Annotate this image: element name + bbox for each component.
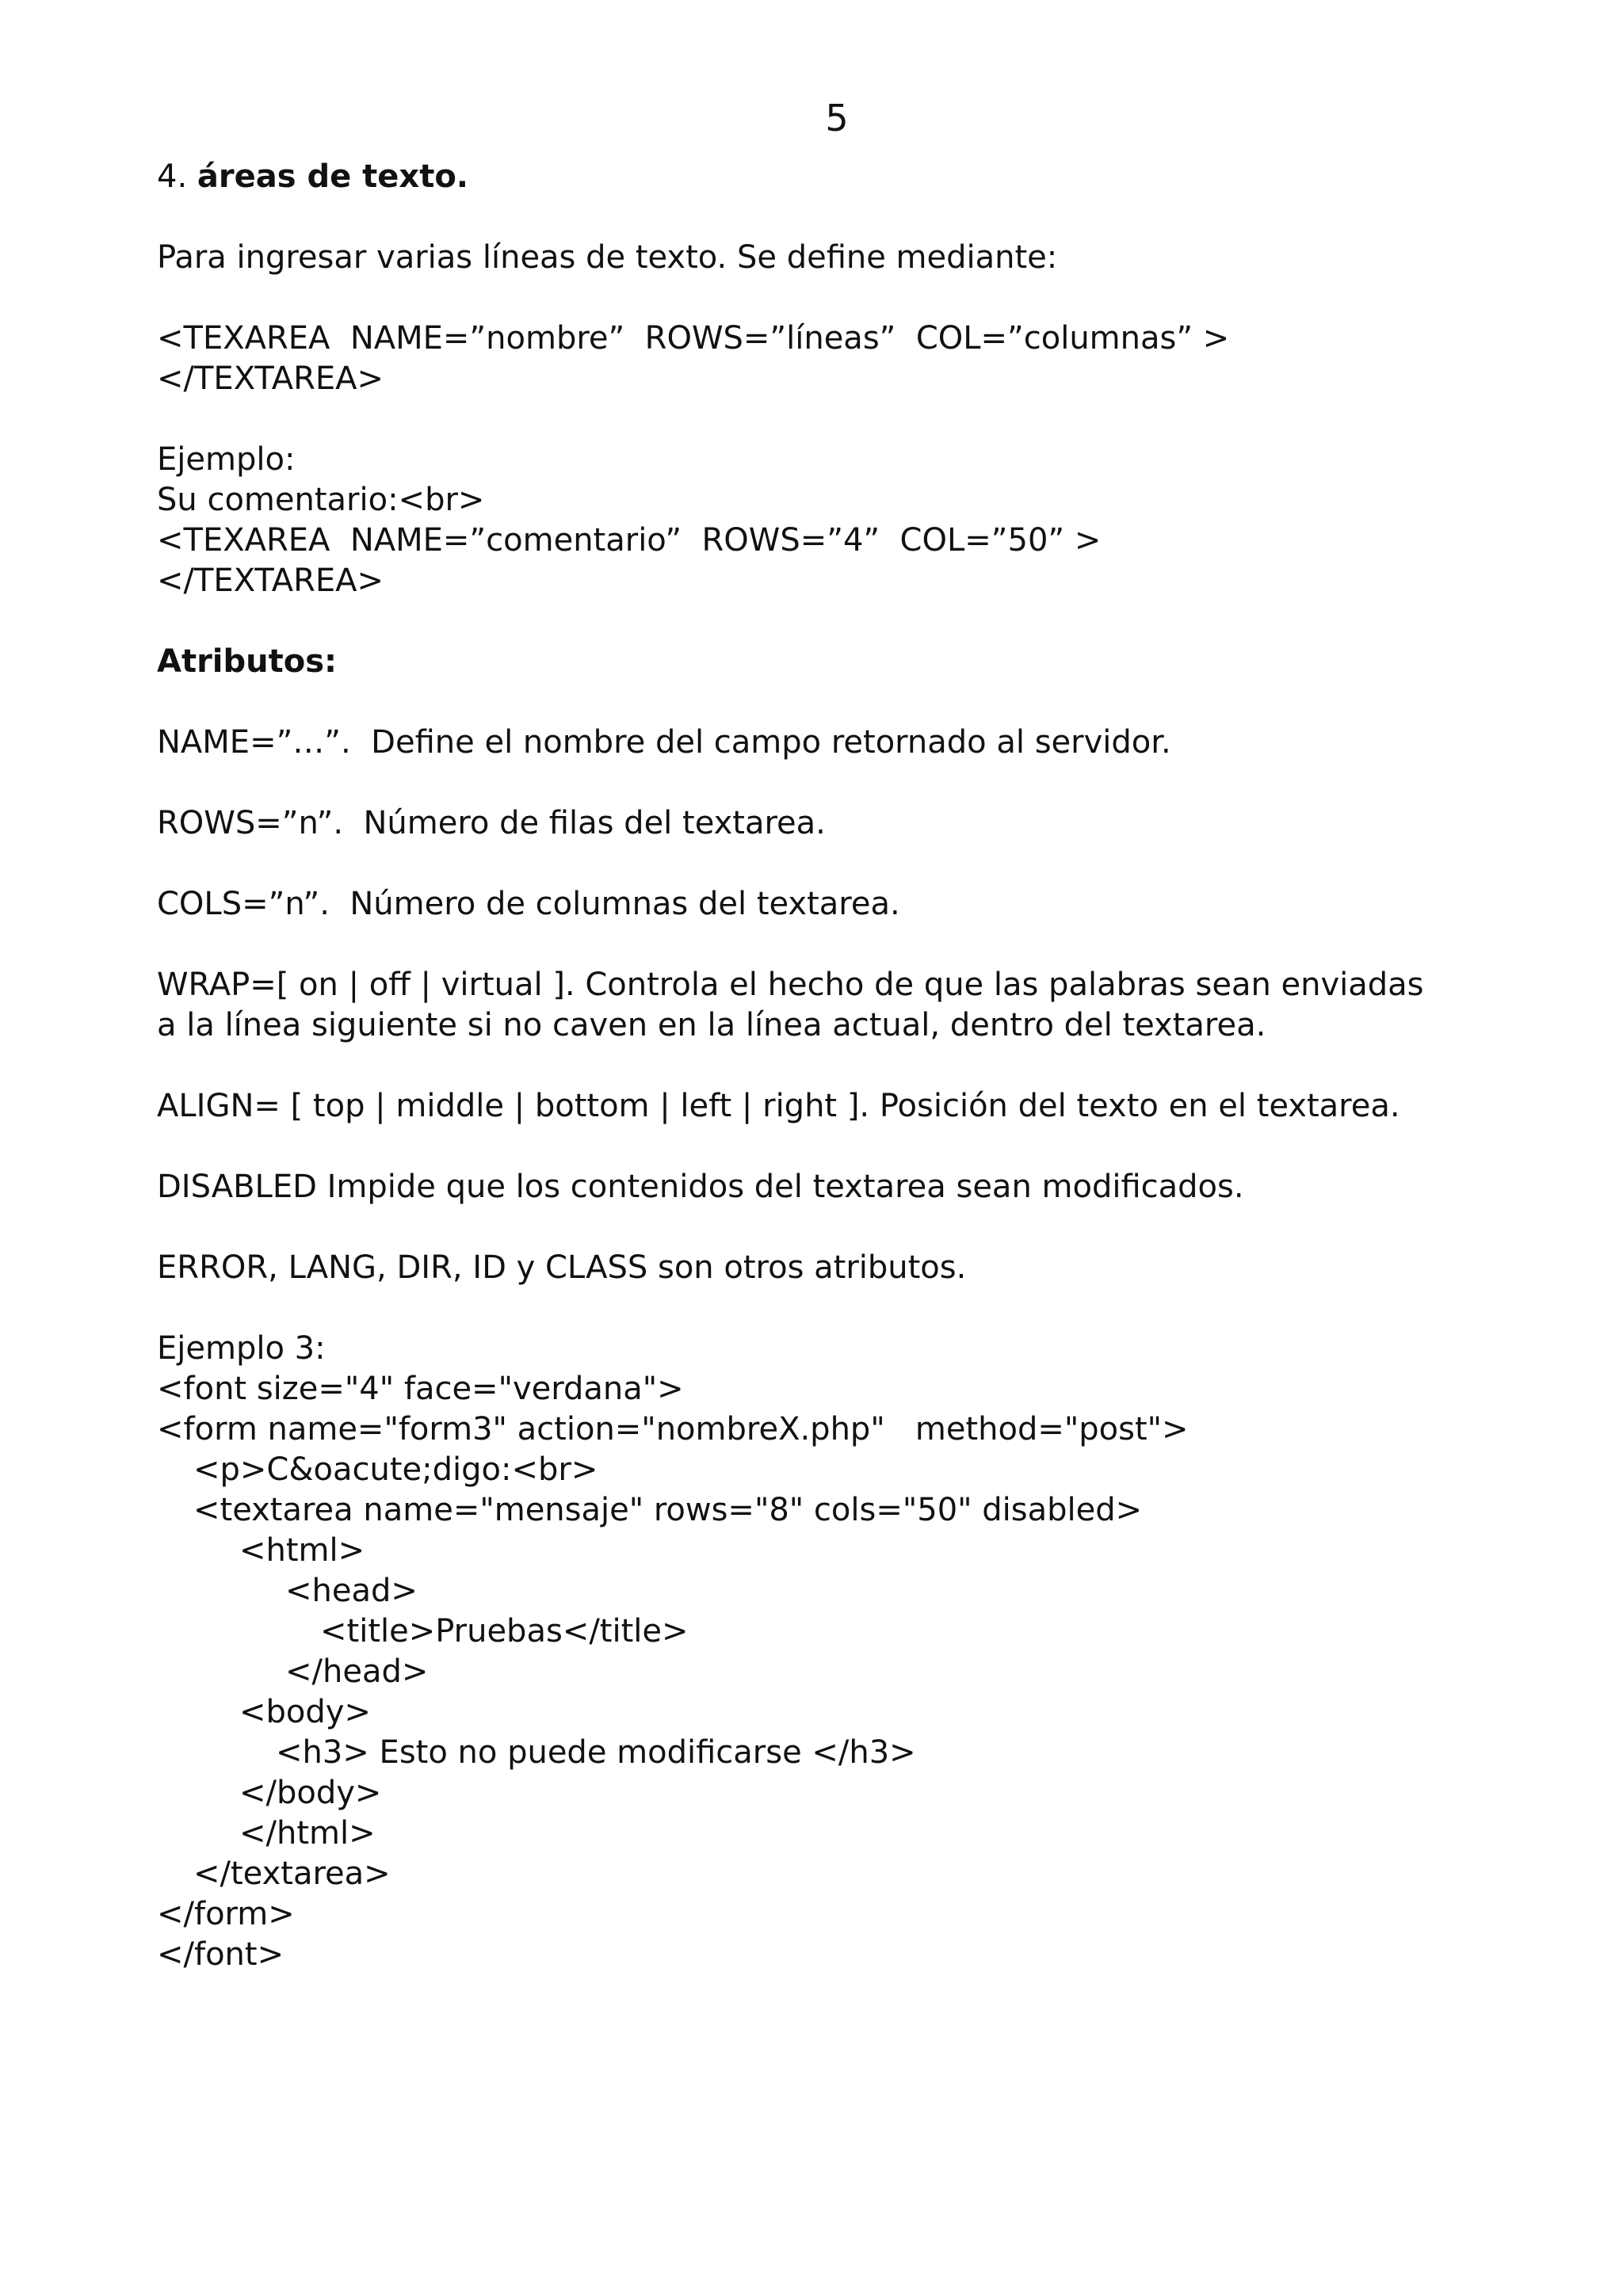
example3-label: Ejemplo 3: xyxy=(157,1330,326,1367)
code-line: </body> xyxy=(239,1775,382,1811)
attribute-cols: COLS=”n”. Número de columnas del textarea. xyxy=(157,886,900,922)
code-line: <p>C&oacute;digo:<br> xyxy=(193,1451,598,1488)
example-line: Su comentario:<br> xyxy=(157,482,485,518)
attribute-name: NAME=”…”. Define el nombre del campo retornado al servidor. xyxy=(157,724,1171,761)
attribute-align: ALIGN= [ top | middle | bottom | left | right ]. Posición del texto en el textarea. xyxy=(157,1088,1400,1124)
page-number: 5 xyxy=(825,97,849,139)
example-label: Ejemplo: xyxy=(157,441,296,478)
code-line: <font size="4" face="verdana"> xyxy=(157,1371,684,1407)
section-number: 4. xyxy=(157,158,188,195)
code-line: <head> xyxy=(285,1573,418,1609)
syntax-line: <TEXAREA NAME=”nombre” ROWS=”líneas” COL=”columnas” > xyxy=(157,320,1230,357)
code-line: <body> xyxy=(239,1694,371,1730)
code-line: </font> xyxy=(157,1936,285,1973)
code-line: </form> xyxy=(157,1896,295,1932)
attribute-other: ERROR, LANG, DIR, ID y CLASS son otros atributos. xyxy=(157,1249,967,1286)
code-line: </head> xyxy=(285,1653,429,1690)
syntax-line: </TEXTAREA> xyxy=(157,360,384,397)
attribute-wrap: WRAP=[ on | off | virtual ]. Controla el hecho de que las palabras sean enviadas xyxy=(157,967,1424,1003)
code-line: <html> xyxy=(239,1532,365,1569)
section-heading xyxy=(157,157,1520,197)
example-line: </TEXTAREA> xyxy=(157,563,384,599)
code-line: </html> xyxy=(239,1815,376,1852)
attributes-heading: Atributos: xyxy=(157,643,338,680)
example-line: <TEXAREA NAME=”comentario” ROWS=”4” COL=”50” > xyxy=(157,522,1102,559)
code-line: </textarea> xyxy=(193,1855,391,1892)
code-line: <form name="form3" action="nombreX.php" method="post"> xyxy=(157,1411,1189,1447)
attribute-disabled: DISABLED Impide que los contenidos del textarea sean modificados. xyxy=(157,1169,1244,1205)
code-line: <h3> Esto no puede modificarse </h3> xyxy=(276,1734,916,1771)
intro-paragraph: Para ingresar varias líneas de texto. Se define mediante: xyxy=(157,239,1058,276)
code-line: <textarea name="mensaje" rows="8" cols="50" disabled> xyxy=(193,1492,1143,1528)
page-content xyxy=(157,157,1520,1975)
attribute-wrap-cont: a la línea siguiente si no caven en la línea actual, dentro del textarea. xyxy=(157,1007,1266,1043)
attribute-rows: ROWS=”n”. Número de filas del textarea. xyxy=(157,805,826,841)
code-line: <title>Pruebas</title> xyxy=(320,1613,689,1650)
section-title: áreas de texto. xyxy=(197,158,468,195)
